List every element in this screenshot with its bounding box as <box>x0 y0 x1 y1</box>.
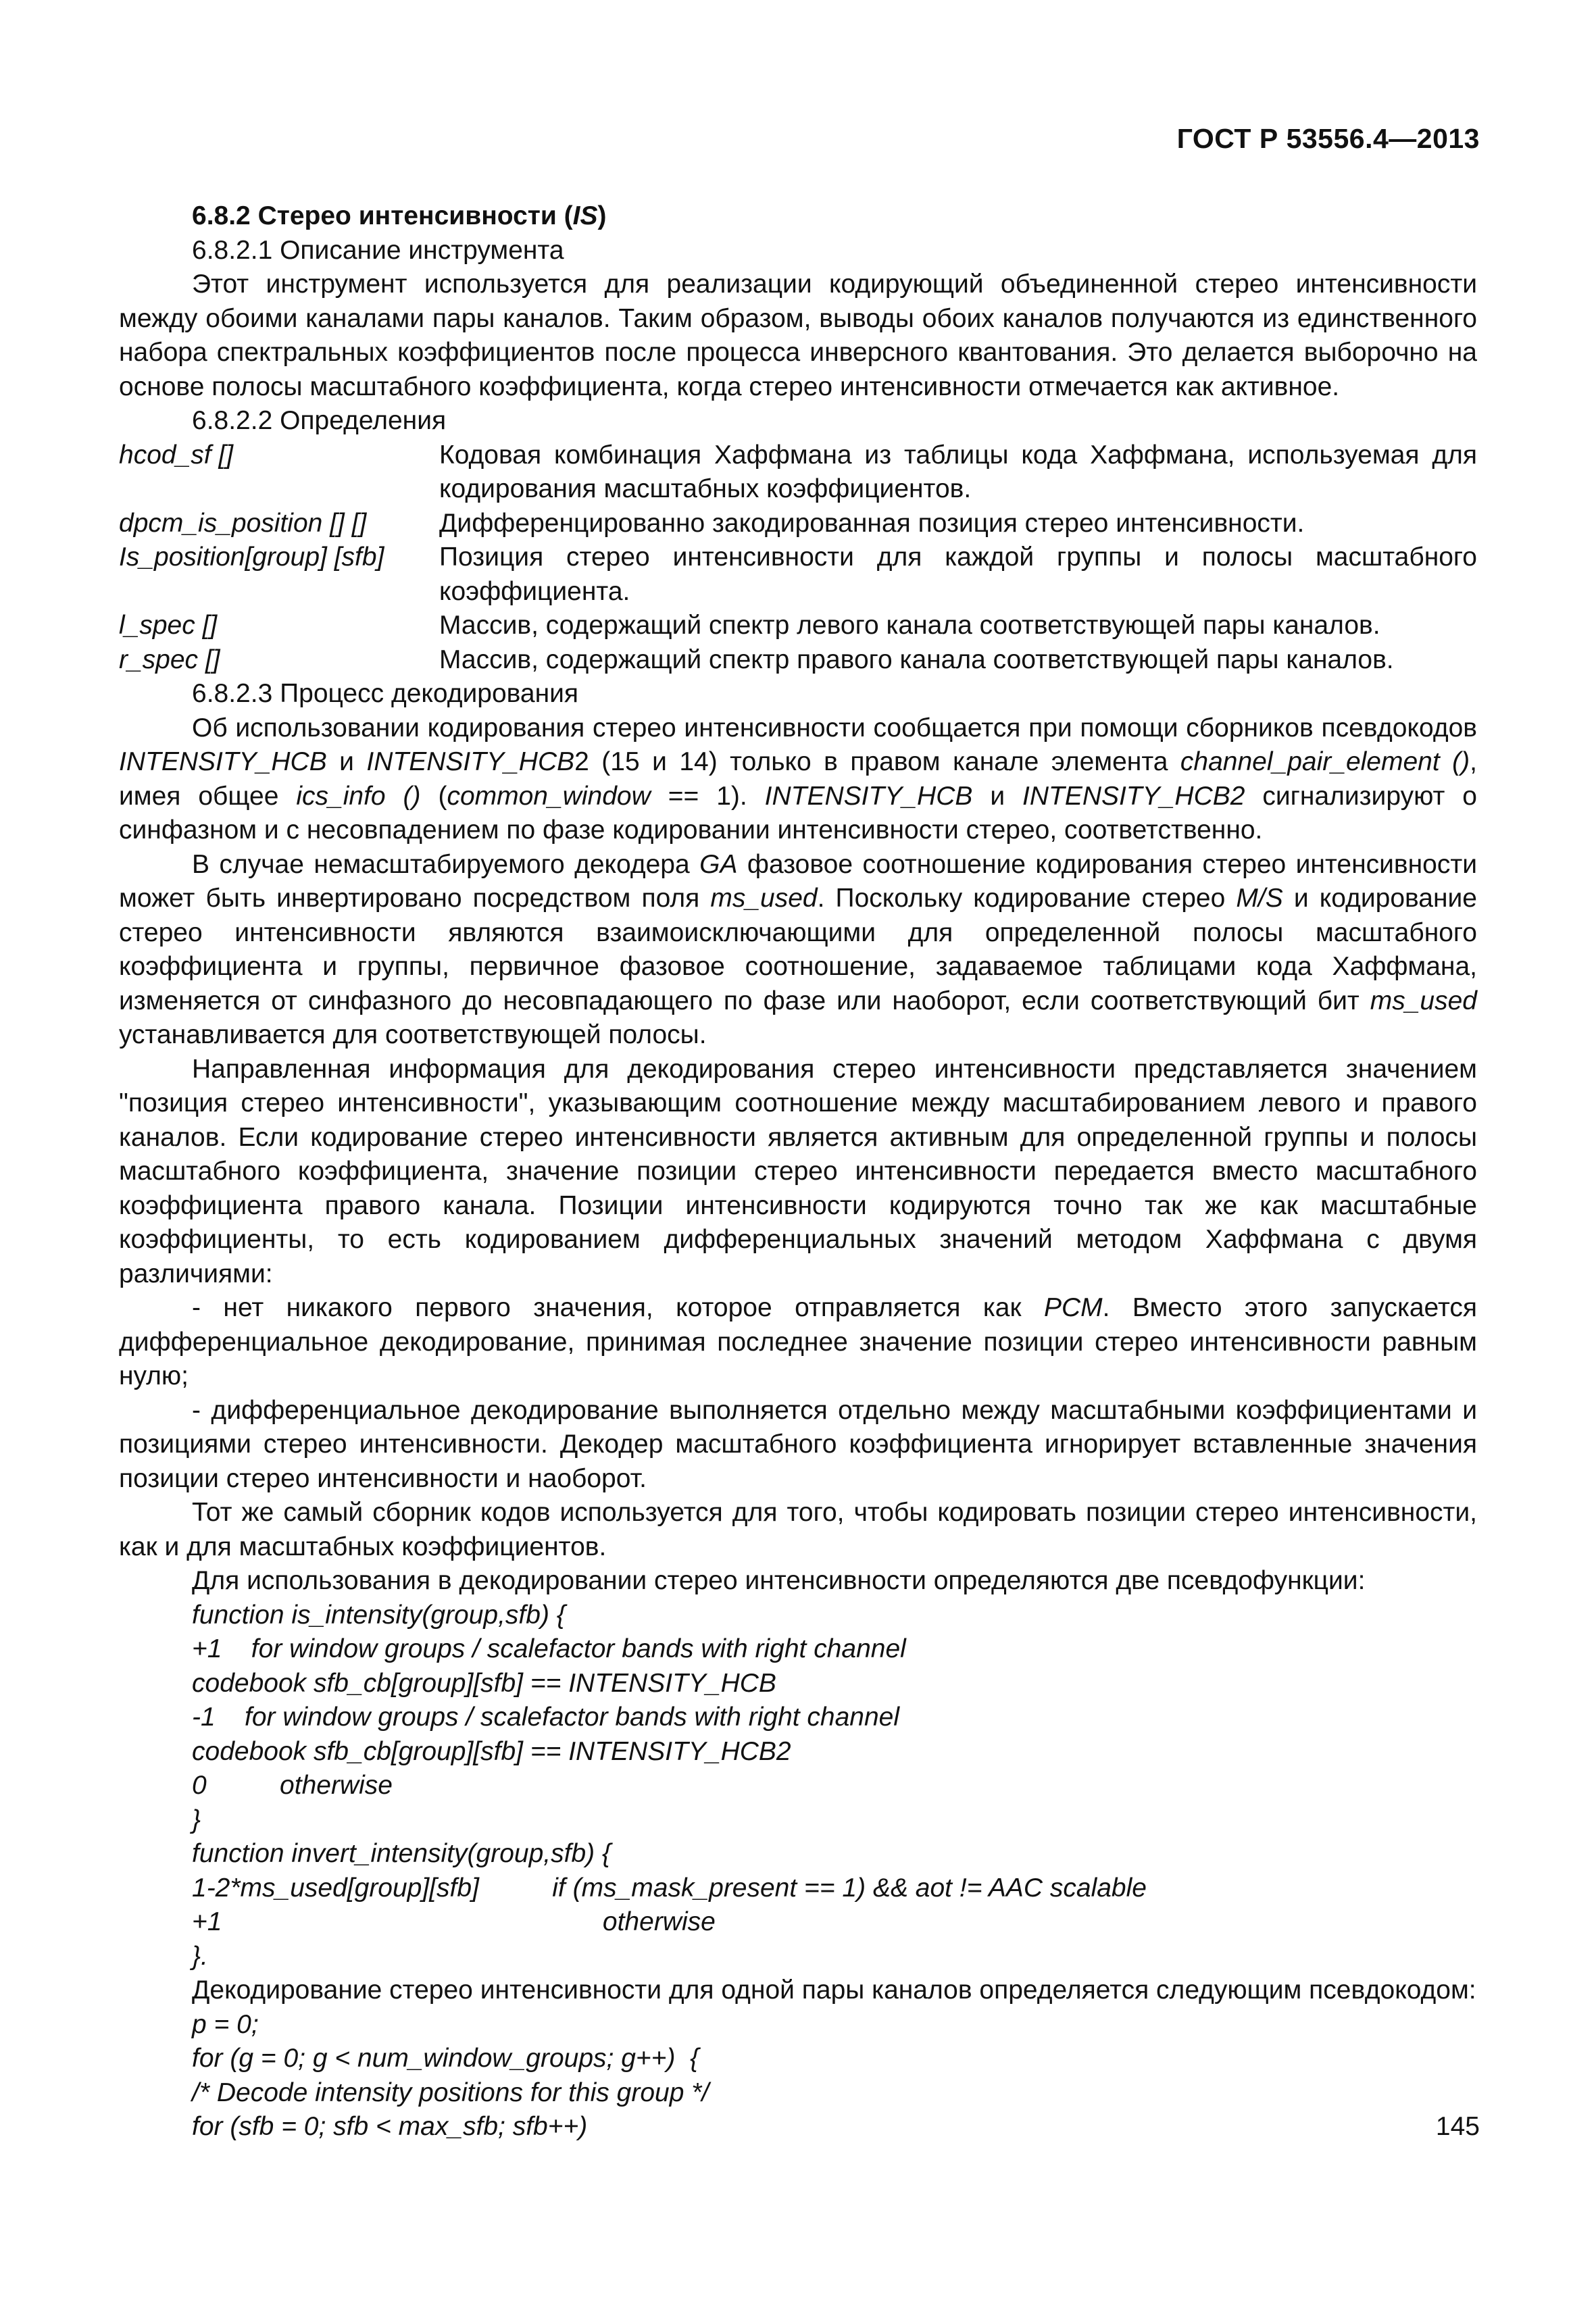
paragraph-decoding-intro: Декодирование стерео интенсивности для одной пары каналов определяется следующим псевдокодом: <box>192 1976 1476 2005</box>
section-heading: 6.8.2 Стерео интенсивности (IS) <box>192 201 607 230</box>
definition-description: Дифференцированно закодированная позиция стерео интенсивности. <box>439 508 1305 538</box>
definition-description: Кодовая комбинация Хаффмана из таблицы кода Хаффмана, используемая для кодирования масштабных коэффициентов. <box>439 440 1477 503</box>
definition-row <box>119 438 1477 507</box>
paragraph-position-info: Направленная информация для декодирования стерео интенсивности представляется значением "позиция стерео интенсивности", указывающим соотношение между масштабированием левого и правого каналов. Если кодирование стерео интенсивности является активным для определенной группы и полосы масштабного коэффициента, значение позиции стерео интенсивности передается вместо масштабного коэффициента правого канала. Позиции интенсивности кодируются точно так же как масштабные коэффициенты, то есть кодированием дифференциальных значений методом Хаффмана с двумя различиями: <box>119 1054 1477 1288</box>
definition-term: hcod_sf [] <box>119 440 234 470</box>
paragraph-phase-inversion: В случае немасштабируемого декодера GA фазовое соотношение кодирования стерео интенсивности может быть инвертировано посредством поля ms_used. Поскольку кодирование стерео M/S и кодирование стерео интенсивности являются взаимоисключающими для определенной полосы масштабного коэффициента и группы, первичное фазовое соотношение, задаваемое таблицами кода Хаффмана, изменяется от синфазного до несовпадающего по фазе или наоборот, если соответствующий бит ms_used устанавливается для соответствующей полосы. <box>119 849 1477 1049</box>
subsection-title-2: 6.8.2.2 Определения <box>192 406 447 435</box>
definition-term: r_spec [] <box>119 645 220 674</box>
code-line: }. <box>192 1941 208 1971</box>
code-line: 1-2*ms_used[group][sfb] if (ms_mask_present == 1) && aot != AAC scalable <box>192 1873 1147 1903</box>
definition-row <box>119 540 1477 609</box>
code-line: /* Decode intensity positions for this group */ <box>192 2078 709 2107</box>
paragraph-signalling: Об использовании кодирования стерео интенсивности сообщается при помощи сборников псевдокодов INTENSITY_HCB и INTENSITY_HCB2 (15 и 14) только в правом канале элемента channel_pair_element (), имея общее ics_info () (common_window == 1). INTENSITY_HCB и INTENSITY_HCB2 сигнализируют о синфазном и с несовпадением по фазе кодировании интенсивности стерео, соответственно. <box>119 713 1477 845</box>
definition-description: Массив, содержащий спектр левого канала соответствующей пары каналов. <box>439 611 1380 640</box>
section-content <box>119 199 1477 2144</box>
code-line: for (sfb = 0; sfb < max_sfb; sfb++) <box>192 2112 588 2141</box>
definition-description: Массив, содержащий спектр правого канала соответствующей пары каналов. <box>439 645 1394 674</box>
definition-row <box>119 609 1477 643</box>
code-line: } <box>192 1805 201 1834</box>
definition-term: Is_position[group] [sfb] <box>119 543 384 572</box>
paragraph-difference-2: - дифференциальное декодирование выполняется отдельно между масштабными коэффициентами и позициями стерео интенсивности. Декодер масштабного коэффициента игнорирует вставленные значения позиции стерео интенсивности и наоборот. <box>119 1395 1477 1493</box>
pseudocode-decoding <box>119 2008 1477 2144</box>
code-line: +1 otherwise <box>192 1907 716 1936</box>
code-line: p = 0; <box>192 2009 259 2039</box>
standard-header: ГОСТ Р 53556.4—2013 <box>1176 123 1480 154</box>
definition-term: l_spec [] <box>119 611 218 640</box>
code-line: +1 for window groups / scalefactor bands with right channel <box>192 1634 906 1663</box>
code-line: 0 otherwise <box>192 1771 393 1800</box>
code-line: codebook sfb_cb[group][sfb] == INTENSITY_HCB2 <box>192 1736 791 1766</box>
paragraph-codebook: Тот же самый сборник кодов используется для того, чтобы кодировать позиции стерео интенсивности, как и для масштабных коэффициентов. <box>119 1498 1477 1561</box>
code-line: codebook sfb_cb[group][sfb] == INTENSITY_HCB <box>192 1668 776 1698</box>
code-line: for (g = 0; g < num_window_groups; g++) { <box>192 2044 699 2073</box>
code-line: -1 for window groups / scalefactor bands with right channel <box>192 1703 900 1732</box>
paragraph-pseudofunctions-intro: Для использования в декодировании стерео интенсивности определяются две псевдофункции: <box>192 1566 1366 1595</box>
page-number: 145 <box>1435 2112 1480 2141</box>
subsection-title-1: 6.8.2.1 Описание инструмента <box>192 235 564 265</box>
definition-description: Позиция стерео интенсивности для каждой группы и полосы масштабного коэффициента. <box>439 543 1477 606</box>
definitions-list <box>119 438 1477 678</box>
code-line: function invert_intensity(group,sfb) { <box>192 1839 612 1868</box>
code-line: function is_intensity(group,sfb) { <box>192 1600 566 1630</box>
definition-term: dpcm_is_position [] [] <box>119 508 367 538</box>
pseudocode-functions <box>119 1599 1477 1974</box>
subsection-title-3: 6.8.2.3 Процесс декодирования <box>192 679 579 708</box>
definition-row <box>119 643 1477 678</box>
paragraph-tool-description: Этот инструмент используется для реализации кодирующий объединенной стерео интенсивности между обоими каналами пары каналов. Таким образом, выводы обоих каналов получаются из единственного набора спектральных коэффициентов после процесса инверсного квантования. Это делается выборочно на основе полосы масштабного коэффициента, когда стерео интенсивности отмечается как активное. <box>119 270 1477 401</box>
paragraph-difference-1: - нет никакого первого значения, которое отправляется как PCM. Вместо этого запускается дифференциальное декодирование, принимая последнее значение позиции стерео интенсивности равным нулю; <box>119 1293 1477 1390</box>
definition-row <box>119 507 1477 541</box>
